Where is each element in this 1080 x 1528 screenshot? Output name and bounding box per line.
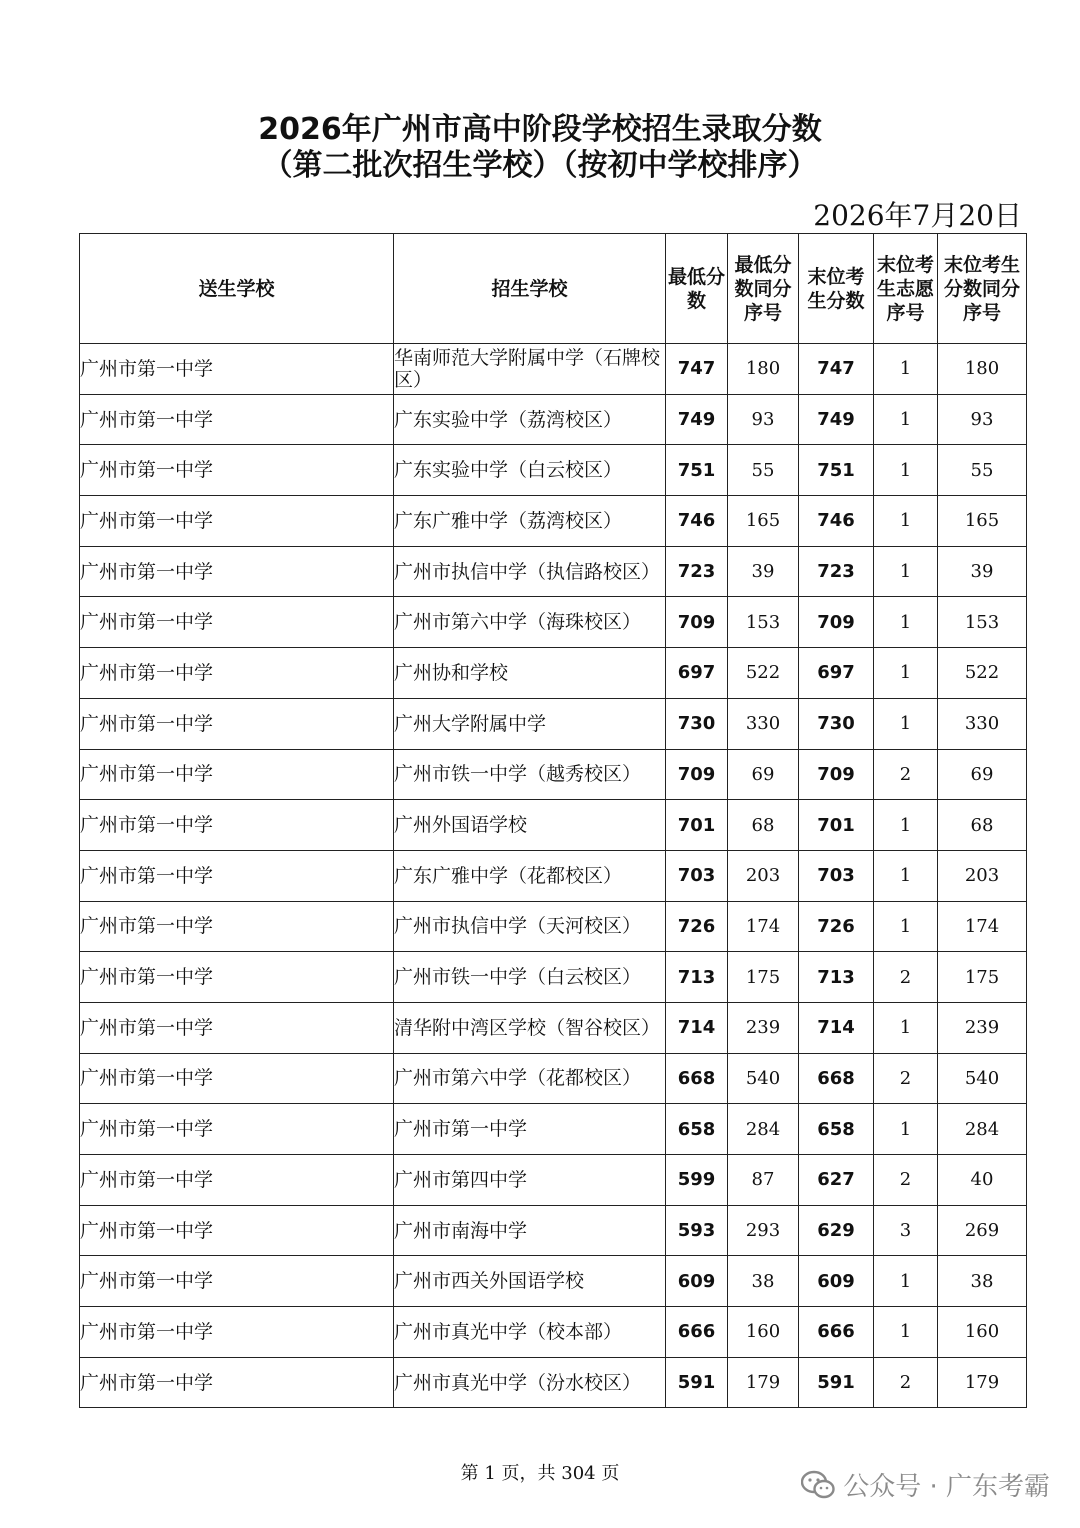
cell-min-score: 726 bbox=[666, 901, 728, 952]
cell-min-score-tie-rank: 522 bbox=[728, 648, 799, 699]
cell-admitting-school: 清华附中湾区学校（智谷校区） bbox=[394, 1002, 666, 1053]
cell-last-score: 701 bbox=[799, 800, 874, 851]
cell-last-score: 747 bbox=[799, 344, 874, 395]
cell-min-score: 658 bbox=[666, 1104, 728, 1155]
cell-admitting-school: 广州市执信中学（天河校区） bbox=[394, 901, 666, 952]
cell-last-choice-rank: 1 bbox=[874, 344, 938, 395]
cell-min-score-tie-rank: 540 bbox=[728, 1053, 799, 1104]
cell-sending-school: 广州市第一中学 bbox=[80, 1307, 394, 1358]
cell-min-score: 697 bbox=[666, 648, 728, 699]
table-row bbox=[80, 445, 1027, 496]
cell-min-score-tie-rank: 87 bbox=[728, 1155, 799, 1206]
cell-last-choice-rank: 1 bbox=[874, 546, 938, 597]
cell-sending-school: 广州市第一中学 bbox=[80, 749, 394, 800]
page-number: 第 1 页，共 304 页 bbox=[460, 1463, 620, 1484]
cell-min-score: 709 bbox=[666, 597, 728, 648]
cell-sending-school: 广州市第一中学 bbox=[80, 1053, 394, 1104]
cell-sending-school: 广州市第一中学 bbox=[80, 1205, 394, 1256]
header-last-score-tie-rank: 末位考生分数同分序号 bbox=[938, 234, 1027, 344]
cell-min-score: 599 bbox=[666, 1155, 728, 1206]
cell-last-score: 726 bbox=[799, 901, 874, 952]
cell-last-score-tie-rank: 540 bbox=[938, 1053, 1027, 1104]
cell-min-score-tie-rank: 165 bbox=[728, 496, 799, 547]
cell-last-score: 668 bbox=[799, 1053, 874, 1104]
cell-sending-school: 广州市第一中学 bbox=[80, 952, 394, 1003]
watermark-text: 公众号 · 广东考霸 bbox=[843, 1472, 1050, 1502]
table-row bbox=[80, 901, 1027, 952]
cell-min-score: 749 bbox=[666, 394, 728, 445]
cell-admitting-school: 广州市第六中学（花都校区） bbox=[394, 1053, 666, 1104]
cell-sending-school: 广州市第一中学 bbox=[80, 850, 394, 901]
cell-last-score-tie-rank: 160 bbox=[938, 1307, 1027, 1358]
cell-sending-school: 广州市第一中学 bbox=[80, 648, 394, 699]
cell-last-score-tie-rank: 284 bbox=[938, 1104, 1027, 1155]
cell-admitting-school: 广州市执信中学（执信路校区） bbox=[394, 546, 666, 597]
cell-last-score-tie-rank: 55 bbox=[938, 445, 1027, 496]
cell-last-choice-rank: 1 bbox=[874, 1307, 938, 1358]
table-row bbox=[80, 1104, 1027, 1155]
header-admitting-school: 招生学校 bbox=[394, 234, 666, 344]
cell-min-score: 591 bbox=[666, 1357, 728, 1408]
cell-admitting-school: 广州市西关外国语学校 bbox=[394, 1256, 666, 1307]
cell-last-score-tie-rank: 203 bbox=[938, 850, 1027, 901]
cell-admitting-school: 华南师范大学附属中学（石牌校区） bbox=[394, 344, 666, 395]
cell-last-score: 713 bbox=[799, 952, 874, 1003]
cell-last-score: 709 bbox=[799, 749, 874, 800]
cell-last-choice-rank: 2 bbox=[874, 1357, 938, 1408]
cell-last-choice-rank: 1 bbox=[874, 597, 938, 648]
cell-min-score: 703 bbox=[666, 850, 728, 901]
cell-last-choice-rank: 1 bbox=[874, 445, 938, 496]
cell-last-score-tie-rank: 522 bbox=[938, 648, 1027, 699]
cell-min-score: 714 bbox=[666, 1002, 728, 1053]
cell-min-score-tie-rank: 330 bbox=[728, 698, 799, 749]
cell-admitting-school: 广州大学附属中学 bbox=[394, 698, 666, 749]
cell-min-score-tie-rank: 179 bbox=[728, 1357, 799, 1408]
cell-min-score-tie-rank: 153 bbox=[728, 597, 799, 648]
table-body bbox=[80, 344, 1027, 1408]
table-row bbox=[80, 1256, 1027, 1307]
cell-sending-school: 广州市第一中学 bbox=[80, 698, 394, 749]
cell-last-score: 709 bbox=[799, 597, 874, 648]
wechat-icon bbox=[801, 1470, 835, 1500]
cell-last-score-tie-rank: 68 bbox=[938, 800, 1027, 851]
cell-last-choice-rank: 1 bbox=[874, 901, 938, 952]
cell-min-score-tie-rank: 39 bbox=[728, 546, 799, 597]
cell-last-score: 751 bbox=[799, 445, 874, 496]
cell-sending-school: 广州市第一中学 bbox=[80, 597, 394, 648]
cell-last-score: 746 bbox=[799, 496, 874, 547]
cell-min-score: 709 bbox=[666, 749, 728, 800]
cell-last-choice-rank: 1 bbox=[874, 698, 938, 749]
cell-last-choice-rank: 1 bbox=[874, 800, 938, 851]
table-row bbox=[80, 1053, 1027, 1104]
cell-last-score-tie-rank: 174 bbox=[938, 901, 1027, 952]
cell-last-score-tie-rank: 179 bbox=[938, 1357, 1027, 1408]
cell-last-choice-rank: 2 bbox=[874, 749, 938, 800]
cell-min-score-tie-rank: 69 bbox=[728, 749, 799, 800]
cell-sending-school: 广州市第一中学 bbox=[80, 344, 394, 395]
table-row bbox=[80, 1155, 1027, 1206]
cell-min-score-tie-rank: 180 bbox=[728, 344, 799, 395]
cell-admitting-school: 广东广雅中学（花都校区） bbox=[394, 850, 666, 901]
cell-min-score-tie-rank: 293 bbox=[728, 1205, 799, 1256]
cell-min-score: 701 bbox=[666, 800, 728, 851]
cell-last-score-tie-rank: 165 bbox=[938, 496, 1027, 547]
cell-last-score: 714 bbox=[799, 1002, 874, 1053]
cell-admitting-school: 广州外国语学校 bbox=[394, 800, 666, 851]
cell-last-score: 666 bbox=[799, 1307, 874, 1358]
cell-min-score: 751 bbox=[666, 445, 728, 496]
cell-min-score-tie-rank: 93 bbox=[728, 394, 799, 445]
table-row bbox=[80, 1002, 1027, 1053]
admission-score-table bbox=[79, 233, 1027, 1408]
cell-sending-school: 广州市第一中学 bbox=[80, 394, 394, 445]
cell-last-score: 609 bbox=[799, 1256, 874, 1307]
cell-last-score: 629 bbox=[799, 1205, 874, 1256]
cell-min-score-tie-rank: 160 bbox=[728, 1307, 799, 1358]
cell-last-score: 658 bbox=[799, 1104, 874, 1155]
cell-admitting-school: 广东广雅中学（荔湾校区） bbox=[394, 496, 666, 547]
cell-last-score-tie-rank: 269 bbox=[938, 1205, 1027, 1256]
cell-last-score: 703 bbox=[799, 850, 874, 901]
cell-last-score-tie-rank: 40 bbox=[938, 1155, 1027, 1206]
cell-last-score: 749 bbox=[799, 394, 874, 445]
watermark bbox=[801, 1466, 1050, 1503]
cell-admitting-school: 广州市第一中学 bbox=[394, 1104, 666, 1155]
cell-admitting-school: 广州市真光中学（校本部） bbox=[394, 1307, 666, 1358]
cell-min-score: 723 bbox=[666, 546, 728, 597]
cell-sending-school: 广州市第一中学 bbox=[80, 800, 394, 851]
cell-min-score: 747 bbox=[666, 344, 728, 395]
cell-sending-school: 广州市第一中学 bbox=[80, 1104, 394, 1155]
cell-last-score-tie-rank: 153 bbox=[938, 597, 1027, 648]
report-date: 2026年7月20日 bbox=[813, 199, 1022, 232]
cell-min-score-tie-rank: 203 bbox=[728, 850, 799, 901]
cell-admitting-school: 广州协和学校 bbox=[394, 648, 666, 699]
cell-last-score: 723 bbox=[799, 546, 874, 597]
table-row bbox=[80, 496, 1027, 547]
cell-last-score-tie-rank: 175 bbox=[938, 952, 1027, 1003]
cell-admitting-school: 广东实验中学（白云校区） bbox=[394, 445, 666, 496]
cell-min-score-tie-rank: 174 bbox=[728, 901, 799, 952]
header-sending-school: 送生学校 bbox=[80, 234, 394, 344]
cell-admitting-school: 广州市铁一中学（白云校区） bbox=[394, 952, 666, 1003]
cell-min-score: 730 bbox=[666, 698, 728, 749]
cell-last-choice-rank: 2 bbox=[874, 952, 938, 1003]
cell-last-choice-rank: 1 bbox=[874, 1104, 938, 1155]
cell-last-choice-rank: 3 bbox=[874, 1205, 938, 1256]
table-row bbox=[80, 344, 1027, 395]
table-row bbox=[80, 597, 1027, 648]
cell-min-score-tie-rank: 68 bbox=[728, 800, 799, 851]
table-row bbox=[80, 648, 1027, 699]
cell-last-score-tie-rank: 38 bbox=[938, 1256, 1027, 1307]
cell-sending-school: 广州市第一中学 bbox=[80, 1256, 394, 1307]
cell-min-score-tie-rank: 55 bbox=[728, 445, 799, 496]
cell-last-choice-rank: 1 bbox=[874, 496, 938, 547]
cell-min-score-tie-rank: 284 bbox=[728, 1104, 799, 1155]
cell-last-score: 730 bbox=[799, 698, 874, 749]
table-row bbox=[80, 952, 1027, 1003]
table-row bbox=[80, 1307, 1027, 1358]
table-row bbox=[80, 698, 1027, 749]
cell-min-score: 668 bbox=[666, 1053, 728, 1104]
cell-min-score: 609 bbox=[666, 1256, 728, 1307]
cell-last-choice-rank: 2 bbox=[874, 1053, 938, 1104]
cell-sending-school: 广州市第一中学 bbox=[80, 1357, 394, 1408]
cell-last-choice-rank: 1 bbox=[874, 1256, 938, 1307]
header-last-score: 末位考生分数 bbox=[799, 234, 874, 344]
cell-admitting-school: 广东实验中学（荔湾校区） bbox=[394, 394, 666, 445]
table-header-row bbox=[80, 234, 1027, 344]
table-row bbox=[80, 1205, 1027, 1256]
cell-min-score-tie-rank: 239 bbox=[728, 1002, 799, 1053]
header-last-choice-rank: 末位考生志愿序号 bbox=[874, 234, 938, 344]
cell-last-score-tie-rank: 180 bbox=[938, 344, 1027, 395]
page-title: 2026年广州市高中阶段学校招生录取分数 bbox=[258, 112, 822, 147]
cell-last-choice-rank: 1 bbox=[874, 648, 938, 699]
cell-min-score: 666 bbox=[666, 1307, 728, 1358]
table-row bbox=[80, 1357, 1027, 1408]
cell-last-choice-rank: 1 bbox=[874, 394, 938, 445]
cell-min-score-tie-rank: 175 bbox=[728, 952, 799, 1003]
cell-last-score-tie-rank: 239 bbox=[938, 1002, 1027, 1053]
cell-last-choice-rank: 1 bbox=[874, 1002, 938, 1053]
cell-min-score: 746 bbox=[666, 496, 728, 547]
cell-last-score-tie-rank: 93 bbox=[938, 394, 1027, 445]
cell-last-score: 627 bbox=[799, 1155, 874, 1206]
cell-admitting-school: 广州市铁一中学（越秀校区） bbox=[394, 749, 666, 800]
page-subtitle: （第二批次招生学校）（按初中学校排序） bbox=[262, 148, 818, 183]
cell-admitting-school: 广州市真光中学（汾水校区） bbox=[394, 1357, 666, 1408]
table-row bbox=[80, 749, 1027, 800]
cell-sending-school: 广州市第一中学 bbox=[80, 496, 394, 547]
header-min-score: 最低分数 bbox=[666, 234, 728, 344]
cell-last-choice-rank: 2 bbox=[874, 1155, 938, 1206]
table-row bbox=[80, 850, 1027, 901]
table-row bbox=[80, 546, 1027, 597]
header-min-score-tie-rank: 最低分数同分序号 bbox=[728, 234, 799, 344]
cell-last-score: 591 bbox=[799, 1357, 874, 1408]
cell-admitting-school: 广州市南海中学 bbox=[394, 1205, 666, 1256]
cell-sending-school: 广州市第一中学 bbox=[80, 901, 394, 952]
cell-last-choice-rank: 1 bbox=[874, 850, 938, 901]
table-row bbox=[80, 800, 1027, 851]
cell-sending-school: 广州市第一中学 bbox=[80, 546, 394, 597]
cell-admitting-school: 广州市第四中学 bbox=[394, 1155, 666, 1206]
cell-admitting-school: 广州市第六中学（海珠校区） bbox=[394, 597, 666, 648]
cell-sending-school: 广州市第一中学 bbox=[80, 445, 394, 496]
table-row bbox=[80, 394, 1027, 445]
cell-last-score-tie-rank: 39 bbox=[938, 546, 1027, 597]
cell-last-score-tie-rank: 69 bbox=[938, 749, 1027, 800]
cell-sending-school: 广州市第一中学 bbox=[80, 1002, 394, 1053]
cell-min-score-tie-rank: 38 bbox=[728, 1256, 799, 1307]
cell-last-score-tie-rank: 330 bbox=[938, 698, 1027, 749]
cell-min-score: 713 bbox=[666, 952, 728, 1003]
cell-min-score: 593 bbox=[666, 1205, 728, 1256]
cell-sending-school: 广州市第一中学 bbox=[80, 1155, 394, 1206]
cell-last-score: 697 bbox=[799, 648, 874, 699]
